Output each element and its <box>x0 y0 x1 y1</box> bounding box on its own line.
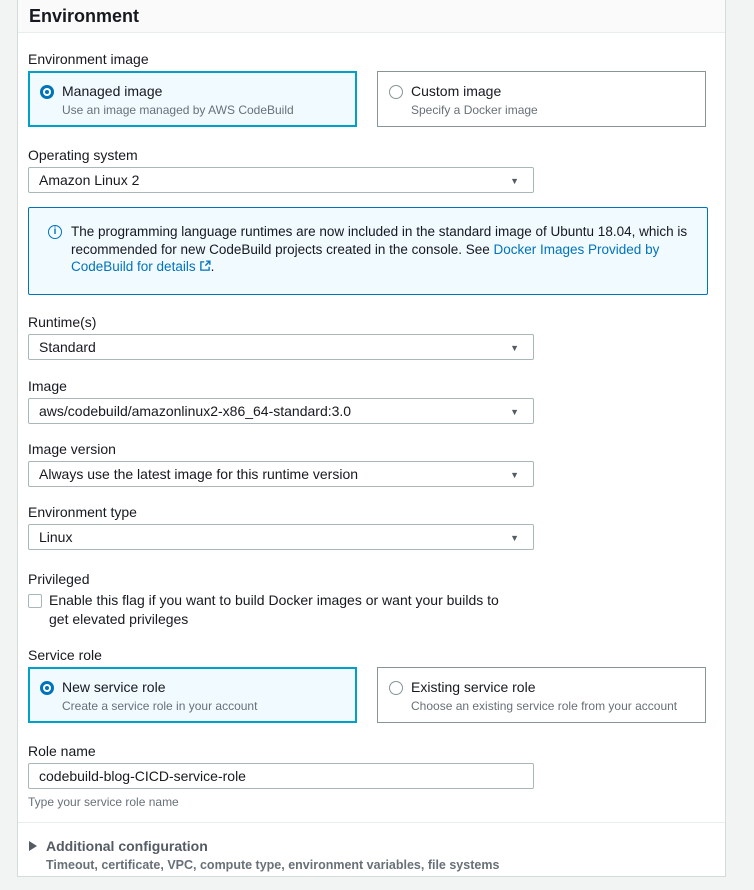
section-divider <box>18 822 725 823</box>
managed-image-card[interactable] <box>28 71 357 127</box>
operating-system-label: Operating system <box>28 147 138 163</box>
image-version-value: Always use the latest image for this runtime version <box>39 466 359 482</box>
additional-configuration-subtitle: Timeout, certificate, VPC, compute type, environment variables, file systems <box>46 858 500 872</box>
privileged-checkbox-row <box>28 591 706 629</box>
info-text-suffix: . <box>210 259 215 274</box>
info-text: The programming language runtimes are now included in the standard image of Ubuntu 18.04, which is recommended for new CodeBuild projects created in the console. See <box>71 224 688 257</box>
section-title: Environment <box>29 6 140 26</box>
runtimes-select[interactable] <box>28 334 534 360</box>
image-label: Image <box>28 378 67 394</box>
environment-type-value: Linux <box>39 529 73 545</box>
radio-unselected-icon[interactable] <box>389 85 403 99</box>
image-select[interactable] <box>28 398 534 424</box>
section-content <box>18 50 725 873</box>
service-role-label: Service role <box>28 647 102 663</box>
existing-service-role-title: Existing service role <box>411 679 536 695</box>
operating-system-select[interactable] <box>28 167 534 193</box>
custom-image-texts <box>411 83 538 118</box>
managed-image-title: Managed image <box>62 83 163 99</box>
additional-configuration-title[interactable]: Additional configuration <box>46 838 208 854</box>
privileged-checkbox[interactable] <box>28 594 42 608</box>
chevron-down-icon: ▼ <box>510 343 519 353</box>
new-service-role-texts <box>62 679 257 714</box>
radio-selected-icon[interactable] <box>40 85 54 99</box>
existing-service-role-card[interactable] <box>377 667 706 723</box>
privileged-label: Privileged <box>28 571 90 587</box>
runtimes-label: Runtime(s) <box>28 314 97 330</box>
radio-selected-icon[interactable] <box>40 681 54 695</box>
managed-image-texts <box>62 83 294 118</box>
expand-caret-icon[interactable] <box>29 841 37 851</box>
role-name-input[interactable] <box>28 763 534 789</box>
role-name-label: Role name <box>28 743 96 759</box>
environment-image-options <box>28 71 706 127</box>
managed-image-description: Use an image managed by AWS CodeBuild <box>62 103 294 117</box>
chevron-down-icon: ▼ <box>510 470 519 480</box>
custom-image-title: Custom image <box>411 83 502 99</box>
section-header <box>18 0 725 33</box>
environment-section-panel <box>17 0 726 877</box>
existing-service-role-texts <box>411 679 677 714</box>
new-service-role-title: New service role <box>62 679 166 695</box>
environment-type-select[interactable] <box>28 524 534 550</box>
chevron-down-icon: ▼ <box>510 533 519 543</box>
additional-configuration-section <box>28 837 706 873</box>
external-link-icon[interactable] <box>199 259 211 277</box>
existing-service-role-description: Choose an existing service role from your account <box>411 699 678 713</box>
docker-images-link[interactable]: Docker Images Provided by CodeBuild for details <box>71 241 660 274</box>
additional-configuration-toggle[interactable] <box>28 837 706 855</box>
info-banner <box>28 207 708 295</box>
image-value: aws/codebuild/amazonlinux2-x86_64-standard:3.0 <box>39 403 352 419</box>
environment-image-label: Environment image <box>28 51 149 67</box>
new-service-role-description: Create a service role in your account <box>62 699 258 713</box>
image-version-select[interactable] <box>28 461 534 487</box>
custom-image-description: Specify a Docker image <box>411 103 538 117</box>
operating-system-value: Amazon Linux 2 <box>39 172 140 188</box>
role-name-helper-text: Type your service role name <box>28 795 179 809</box>
info-icon: i <box>48 225 62 239</box>
runtimes-value: Standard <box>39 339 96 355</box>
chevron-down-icon: ▼ <box>510 176 519 186</box>
image-version-label: Image version <box>28 441 116 457</box>
info-banner-text <box>71 223 689 277</box>
chevron-down-icon: ▼ <box>510 407 519 417</box>
privileged-checkbox-label[interactable]: Enable this flag if you want to build Docker images or want your builds to get elevated privileges <box>49 592 499 627</box>
environment-type-label: Environment type <box>28 504 137 520</box>
radio-unselected-icon[interactable] <box>389 681 403 695</box>
new-service-role-card[interactable] <box>28 667 357 723</box>
service-role-options <box>28 667 706 723</box>
custom-image-card[interactable] <box>377 71 706 127</box>
